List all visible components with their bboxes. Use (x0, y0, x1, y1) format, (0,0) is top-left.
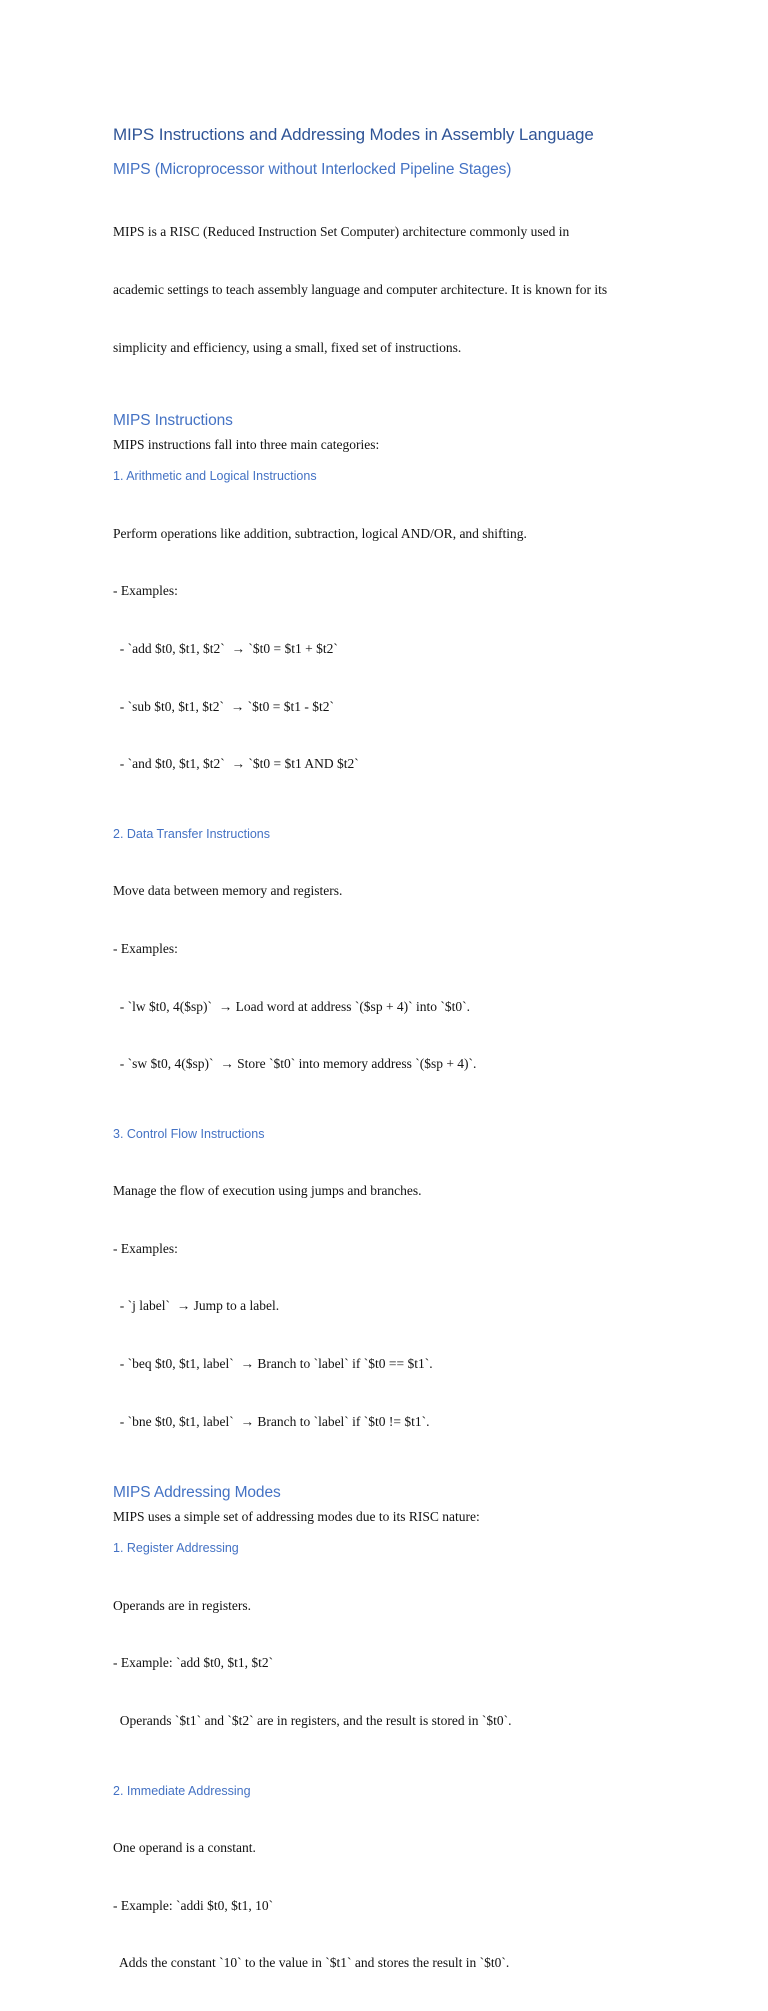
heading-immediate-addressing: 2. Immediate Addressing (113, 1783, 251, 1798)
text-line: Manage the flow of execution using jumps and branches. (113, 1183, 422, 1199)
text-line: Operands `$t1` and `$t2` are in registers, and the result is stored in `$t0`. (113, 1713, 512, 1729)
document-body (113, 124, 658, 2011)
mips-paragraph (113, 184, 658, 395)
heading-arithmetic: 1. Arithmetic and Logical Instructions (113, 469, 317, 484)
heading-mips: MIPS (Microprocessor without Interlocked Pipeline Stages) (113, 161, 512, 178)
text-line: Adds the constant `10` to the value in `$t1` and stores the result in `$t0`. (113, 1955, 510, 1971)
text-line: One operand is a constant. (113, 1840, 256, 1856)
code-example-line: - `beq $t0, $t1, label` → Branch to `label` if `$t0 == $t1`. (113, 1355, 433, 1371)
heading-register-addressing: 1. Register Addressing (113, 1541, 239, 1556)
code-example-line: - `and $t0, $t1, $t2` → `$t0 = $t1 AND $t2` (113, 756, 359, 772)
page-title: MIPS Instructions and Addressing Modes in Assembly Language (113, 125, 594, 144)
addressing-intro: MIPS uses a simple set of addressing modes due to its RISC nature: (113, 1509, 480, 1525)
code-example-line: - `bne $t0, $t1, label` → Branch to `label` if `$t0 != $t1`. (113, 1413, 430, 1429)
instructions-intro: MIPS instructions fall into three main categories: (113, 437, 380, 453)
text-line: - Examples: (113, 940, 178, 956)
heading-data-transfer: 2. Data Transfer Instructions (113, 826, 271, 841)
arithmetic-block (113, 485, 658, 811)
text-line: Operands are in registers. (113, 1597, 251, 1613)
text-line: simplicity and efficiency, using a small, fixed set of instructions. (113, 339, 462, 355)
text-line: Perform operations like addition, subtraction, logical AND/OR, and shifting. (113, 525, 527, 541)
text-line: academic settings to teach assembly language and computer architecture. It is known for its (113, 282, 608, 298)
register-addressing-block (113, 1557, 658, 1768)
code-example-line: - `add $t0, $t1, $t2` → `$t0 = $t1 + $t2` (113, 641, 338, 657)
heading-control-flow: 3. Control Flow Instructions (113, 1126, 265, 1141)
control-flow-block (113, 1143, 658, 1469)
code-example-line: - `sub $t0, $t1, $t2` → `$t0 = $t1 - $t2` (113, 698, 334, 714)
code-example-line: - `j label` → Jump to a label. (113, 1298, 280, 1314)
code-example-line: - `sw $t0, 4($sp)` → Store `$t0` into memory address `($sp + 4)`. (113, 1056, 477, 1072)
text-line: - Examples: (113, 583, 178, 599)
code-example-line: - `lw $t0, 4($sp)` → Load word at address `($sp + 4)` into `$t0`. (113, 998, 471, 1014)
text-line: Move data between memory and registers. (113, 883, 343, 899)
text-line: MIPS is a RISC (Reduced Instruction Set Computer) architecture commonly used in (113, 224, 570, 240)
immediate-addressing-block (113, 1800, 658, 2011)
heading-addressing-modes: MIPS Addressing Modes (113, 1484, 281, 1502)
heading-mips-instructions: MIPS Instructions (113, 412, 233, 430)
code-example-line: - Example: `add $t0, $t1, $t2` (113, 1655, 274, 1671)
text-line: - Examples: (113, 1240, 178, 1256)
data-transfer-block (113, 843, 658, 1112)
code-example-line: - Example: `addi $t0, $t1, 10` (113, 1897, 274, 1913)
